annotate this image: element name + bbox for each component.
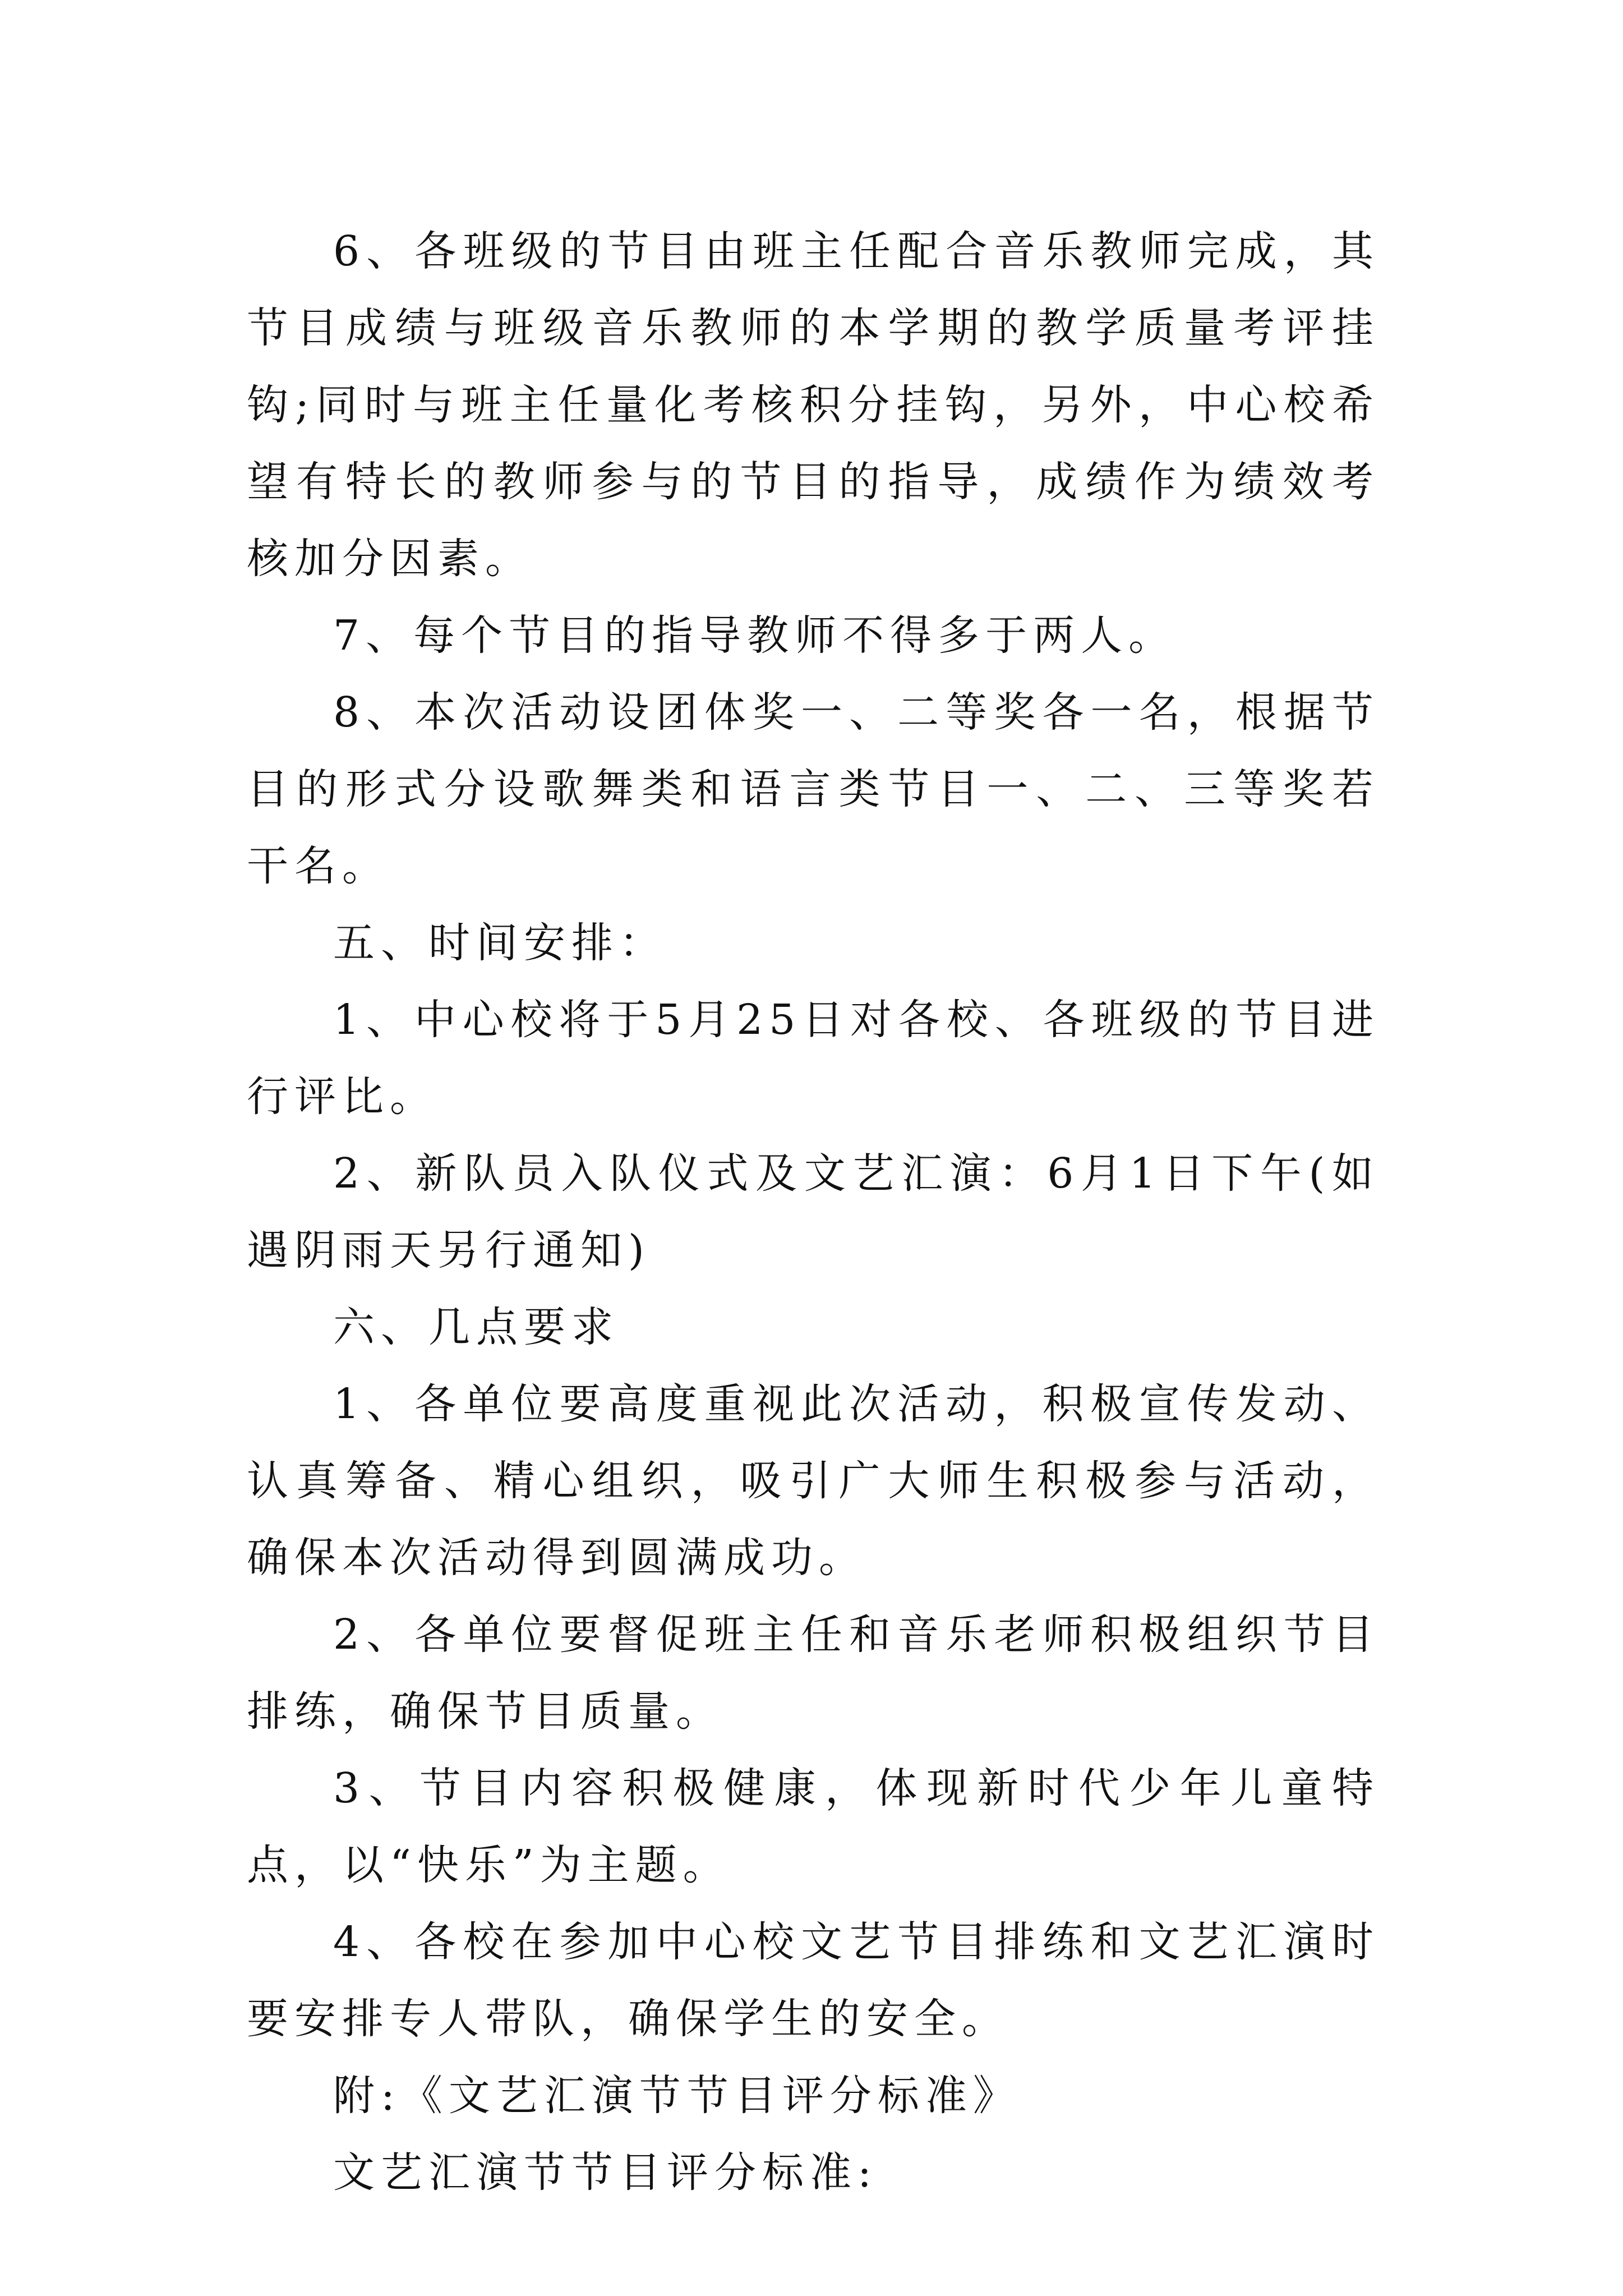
paragraph-item-6: 6、各班级的节目由班主任配合音乐教师完成，其节目成绩与班级音乐教师的本学期的教学质量考评挂钩;同时与班主任量化考核积分挂钩，另外，中心校希望有特长的教师参与的节目的指导，成绩作为绩效考核加分因素。 (247, 227, 1380, 583)
section-heading-requirements: 六、几点要求 (333, 1303, 619, 1351)
schedule-item-2: 2、新队员入队仪式及文艺汇演：6月1日下午(如遇阴雨天另行通知) (247, 1149, 1380, 1274)
schedule-item-1: 1、中心校将于5月25日对各校、各班级的节目进行评比。 (247, 996, 1380, 1121)
requirement-item-4: 4、各校在参加中心校文艺节目排练和文艺汇演时要安排专人带队，确保学生的安全。 (247, 1918, 1380, 2043)
document-body (247, 213, 1380, 2211)
paragraph-item-8: 8、本次活动设团体奖一、二等奖各一名，根据节目的形式分设歌舞类和语言类节目一、二、三等奖若干名。 (247, 688, 1380, 890)
requirement-item-1: 1、各单位要高度重视此次活动，积极宣传发动、认真筹备、精心组织，吸引广大师生积极参与活动，确保本次活动得到圆满成功。 (247, 1380, 1380, 1582)
paragraph-item-7: 7、每个节目的指导教师不得多于两人。 (333, 611, 1177, 660)
requirement-item-3: 3、节目内容积极健康，体现新时代少年儿童特点，以“快乐”为主题。 (247, 1764, 1380, 1889)
requirement-item-2: 2、各单位要督促班主任和音乐老师积极组织节目排练，确保节目质量。 (247, 1611, 1380, 1736)
section-heading-schedule: 五、时间安排： (333, 919, 667, 967)
scoring-standard-heading: 文艺汇演节节目评分标准: (333, 2148, 878, 2197)
attachment-note: 附:《文艺汇演节节目评分标准》 (333, 2072, 1021, 2120)
